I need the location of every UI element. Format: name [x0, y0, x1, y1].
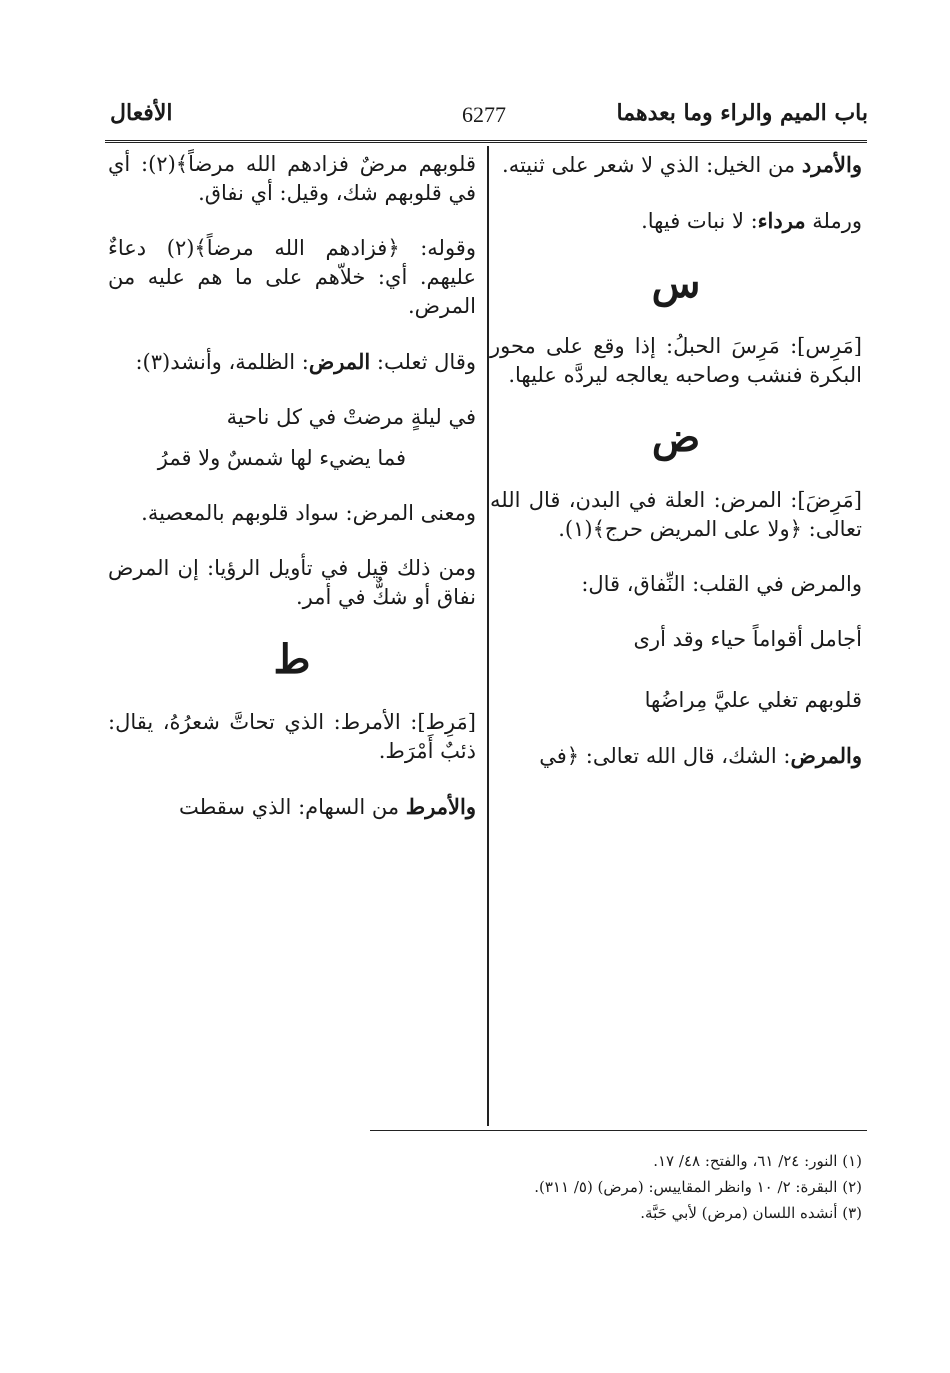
headword: والمرض	[790, 743, 862, 768]
entry-marad-doubt	[490, 741, 862, 771]
poem-verse	[490, 625, 862, 715]
footnote-rule	[370, 1130, 867, 1131]
footnotes	[102, 1148, 862, 1226]
definition: من الخيل: الذي لا شعر على ثنيته.	[502, 153, 802, 177]
definition: : الظلمة، وأنشد(٣):	[135, 350, 309, 374]
entry-thalab	[108, 347, 476, 377]
header-rule	[105, 140, 867, 143]
definition: : الشك، قال الله تعالى: ﴿في	[539, 744, 791, 768]
headword: والأمرد	[801, 152, 862, 177]
poem-verse	[108, 403, 476, 473]
text: وقال ثعلب:	[370, 350, 476, 374]
text: ورملة	[805, 209, 862, 233]
verse-continuation: قلوبهم مرضٌ فزادهم الله مرضاً﴾(٢): أي في قلوبهم شك، وقيل: أي نفاق.	[108, 152, 476, 205]
footnote-2: (٢) البقرة: ٢/ ١٠ وانظر المقاييس: (مرض) (٥/ ٣١١).	[534, 1178, 862, 1196]
entry-maris: [مَرِس]: مَرِسَ الحبلُ: إذا وقع على محور البكرة فنشب وصاحبه يعالجه ليردَّه عليها.	[490, 334, 862, 387]
entry-marit: [مَرِط]: الأمرط: الذي تحاتَّ شعرُهُ، يقال: ذئبٌ أَمْرَط.	[108, 710, 476, 763]
definition: من السهام: الذي سقطت	[178, 795, 406, 819]
entry-qawluhu: وقوله: ﴿فزادهم الله مرضاً﴾(٢) دعاءٌ عليهم. أي: خلاّهم على ما هم عليه من المرض.	[108, 236, 476, 318]
definition: : لا نبات فيها.	[641, 209, 758, 233]
right-column	[490, 150, 862, 797]
page-header	[100, 98, 868, 142]
left-column	[108, 150, 476, 848]
footnote-1: (١) النور: ٢٤/ ٦١، والفتح: ٤٨/ ١٧.	[653, 1152, 862, 1170]
entry-marad-heart: والمرض في القلب: النِّفاق، قال:	[581, 572, 862, 596]
poem-line-2: قلوبهم تغلي عليَّ مِراضُها	[644, 688, 862, 712]
letter-heading-ta: ط	[273, 636, 311, 683]
headword: المرض	[308, 349, 371, 374]
entry-amrat-arrows	[108, 792, 476, 822]
headword: مرداء	[757, 208, 806, 233]
column-divider	[487, 146, 489, 1126]
footnote-3: (٣) أنشده اللسان (مرض) لأبي حَبَّة.	[640, 1204, 862, 1222]
section-title: الأفعال	[110, 100, 173, 126]
poem-line-2: فما يضيء لها شمسٌ ولا قمرُ	[157, 446, 406, 470]
headword: والأمرط	[405, 794, 476, 819]
poem-line-1: في ليلةٍ مرضتْ في كل ناحية	[226, 405, 476, 429]
poem-line-1: أجامل أقواماً حياء وقد أرى	[633, 627, 862, 651]
entry-dream: ومن ذلك قيل في تأويل الرؤيا: إن المرض نفاق أو شكٌّ في أمر.	[108, 556, 476, 609]
entry-amrad	[490, 150, 862, 180]
letter-heading-seen: س	[651, 260, 701, 307]
entry-meaning: ومعنى المرض: سواد قلوبهم بالمعصية.	[141, 501, 476, 525]
chapter-title: باب الميم والراء وما بعدهما	[616, 100, 868, 126]
page-number: 6277	[462, 102, 506, 127]
entry-marida: [مَرِضَ]: المرض: العلة في البدن، قال الله تعالى: ﴿ولا على المريض حرج﴾(١).	[490, 488, 862, 541]
letter-heading-dad: ض	[651, 414, 701, 461]
entry-mardaa	[490, 206, 862, 236]
